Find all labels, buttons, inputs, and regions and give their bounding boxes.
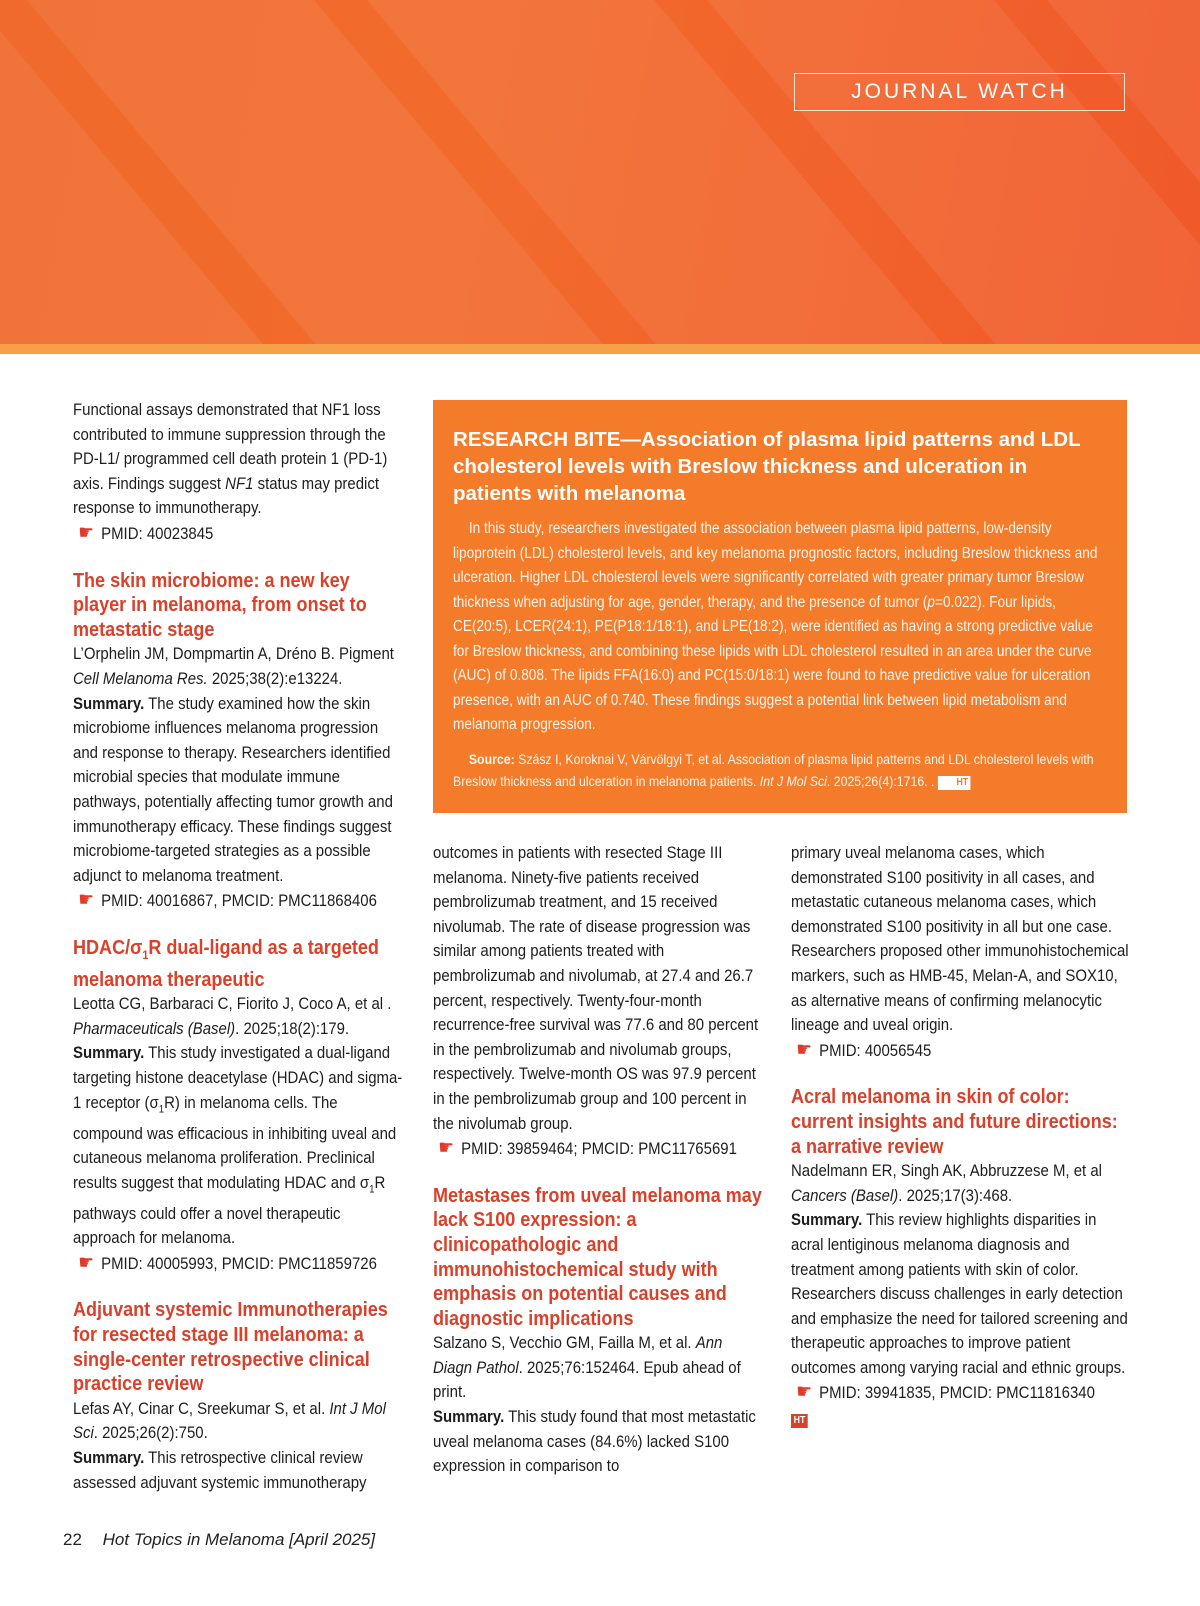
pmid-line: ☛ PMID: 40056545	[796, 1038, 932, 1061]
publication-title: Hot Topics in Melanoma [April 2025]	[102, 1530, 376, 1549]
article	[791, 1085, 1131, 1430]
research-bite-body: In this study, researchers investigated the association between plasma lipid patterns, low-density lipoprotein (LDL) cholesterol levels, and key melanoma prognostic factors, including Breslow thickness and ulceration. Higher LDL cholesterol levels were significantly correlated with greater primary tumor Breslow thickness when adjusting for age, gender, therapy, and the presence of tumor (p=0.022). Four lipids, CE(20:5), LCER(24:1), PE(P18:1/18:1), and LPE(18:2), were identified as having a strong predictive value for Breslow thickness, and combining these lipids with LDL cholesterol resulted in an area under the curve (AUC) of 0.808. The lipids FFA(16:0) and PC(15:0/18:1) were found to have predictive value for ulceration presence, with an AUC of 0.740. These findings suggest a potential link between lipid metabolism and melanoma progression.	[453, 520, 1098, 733]
article-summary: Summary. This review highlights disparities in acral lentiginous melanoma diagnosis and treatment among patients with skin of color. Researchers discuss challenges in early detection and emphasize the need for tailored screening and therapeutic approaches to improve patient outcomes among varying racial and ethnic groups.	[791, 1210, 1128, 1377]
pointing-hand-icon: ☛	[78, 521, 95, 544]
page-number: 22	[63, 1530, 82, 1549]
article-citation: Nadelmann ER, Singh AK, Abbruzzese M, et al Cancers (Basel). 2025;17(3):468.	[791, 1161, 1103, 1205]
pmid-line: ☛ PMID: 40023845	[78, 521, 214, 544]
article-summary: Summary. This study found that most metastatic uveal melanoma cases (84.6%) lacked S100 expression in comparison to	[433, 1407, 756, 1476]
article	[73, 569, 403, 914]
article-title[interactable]: Metastases from uveal melanoma may lack S100 expression: a clinicopathologic and immunohistochemical study with emphasis on potential causes and diagnostic implications	[433, 1183, 762, 1330]
page-footer	[63, 1530, 375, 1550]
pointing-hand-icon: ☛	[78, 889, 95, 912]
article-citation: Leotta CG, Barbaraci C, Fiorito J, Coco A, et al . Pharmaceuticals (Basel). 2025;18(2):179.	[73, 994, 392, 1038]
ht-logo-icon: HT	[938, 776, 971, 790]
column-3	[791, 841, 1131, 1431]
article-summary: Summary. This study investigated a dual-ligand targeting histone deacetylase (HDAC) and sigma-1 receptor $(\sigma_1R)$ in melanoma cells. The compound was efficacious in inhibiting uveal and cutaneous melanoma proliferation. Preclinical results suggest that modulating HDAC and $\sigma_1R$ pathways could offer a novel therapeutic approach for melanoma.	[73, 1043, 403, 1248]
research-bite-box	[433, 400, 1127, 813]
article	[73, 1298, 403, 1495]
article-title[interactable]: Acral melanoma in skin of color: current insights and future directions: a narrative review	[791, 1085, 1118, 1158]
article-summary: Summary. This retrospective clinical review assessed adjuvant systemic immunotherapy	[73, 1448, 367, 1492]
column-1	[73, 398, 403, 1495]
end-mark	[791, 1406, 1131, 1431]
research-bite-title: RESEARCH BITE—Association of plasma lipid patterns and LDL cholesterol levels with Breslow thickness and ulceration in patients with melanoma	[453, 428, 1081, 505]
pointing-hand-icon: ☛	[796, 1038, 813, 1061]
section-label: JOURNAL WATCH	[794, 73, 1125, 111]
ht-logo-icon: HT	[791, 1414, 808, 1428]
article-title[interactable]: The skin microbiome: a new key player in melanoma, from onset to metastatic stage	[73, 568, 367, 641]
pmid-line: ☛ PMID: 39941835, PMCID: PMC11816340	[796, 1381, 1095, 1404]
research-bite-source: Source: Szász I, Koroknai V, Várvölgyi T, et al. Association of plasma lipid patterns and LDL cholesterol levels with Breslow thickness and ulceration in melanoma patients. Int J Mol Sci. 2025;26(4):1716. . HT	[453, 750, 1094, 789]
column-2	[433, 841, 763, 1479]
article-title[interactable]: Adjuvant systemic Immunotherapies for resected stage III melanoma: a single-center retrospective clinical practice review	[73, 1298, 388, 1396]
article	[433, 1184, 763, 1479]
article	[73, 936, 403, 1277]
header-banner	[0, 0, 1200, 352]
banner-divider	[0, 344, 1200, 354]
pointing-hand-icon: ☛	[78, 1251, 95, 1274]
article-citation: L’Orphelin JM, Dompmartin A, Dréno B. Pigment Cell Melanoma Res. 2025;38(2):e13224.	[73, 644, 394, 688]
pmid-line: ☛ PMID: 40016867, PMCID: PMC11868406	[78, 889, 377, 912]
pmid-line: ☛ PMID: 39859464; PMCID: PMC11765691	[438, 1137, 737, 1160]
pmid-line: ☛ PMID: 40005993, PMCID: PMC11859726	[78, 1251, 377, 1274]
article-continuation: outcomes in patients with resected Stage III melanoma. Ninety-five patients received pembrolizumab treatment, and 15 received nivolumab. The rate of disease progression was similar among patients treated with pembrolizumab and nivolumab, at 27.4 and 26.7 percent, respectively. Twenty-four-month recurrence-free survival was 77.6 and 80 percent in the pembrolizumab and nivolumab groups, respectively. Twelve-month OS was 97.9 percent in the pembrolizumab group and 100 percent in the nivolumab group.	[433, 843, 759, 1133]
article-continuation: primary uveal melanoma cases, which demonstrated S100 positivity in all cases, and metastatic cutaneous melanoma cases, which demonstrated S100 positivity in all but one case. Researchers proposed other immunohistochemical markers, such as HMB-45, Melan-A, and SOX10, as alternative means of confirming melanocytic lineage and uveal origin.	[791, 843, 1129, 1035]
article-citation: Lefas AY, Cinar C, Sreekumar S, et al. Int J Mol Sci. 2025;26(2):750.	[73, 1398, 386, 1443]
article-summary: Summary. The study examined how the skin microbiome influences melanoma progression and response to therapy. Researchers identified microbial species that modulate immune pathways, potentially affecting tumor growth and immunotherapy efficacy. These findings suggest microbiome-targeted strategies as a possible adjunct to melanoma treatment.	[73, 693, 393, 885]
article-continuation: Functional assays demonstrated that NF1 loss contributed to immune suppression through the PD-L1/ programmed cell death protein 1 (PD-1) axis. Findings suggest NF1 status may predict response to immunotherapy.	[73, 400, 388, 518]
article-citation: Salzano S, Vecchio GM, Failla M, et al. Ann Diagn Pathol. 2025;76:152464. Epub ahead of print.	[433, 1333, 741, 1402]
article-title[interactable]: HDAC/$\sigma_1R$ dual-ligand as a targeted melanoma therapeutic	[73, 935, 379, 991]
pointing-hand-icon: ☛	[796, 1381, 813, 1404]
pointing-hand-icon: ☛	[438, 1137, 455, 1160]
